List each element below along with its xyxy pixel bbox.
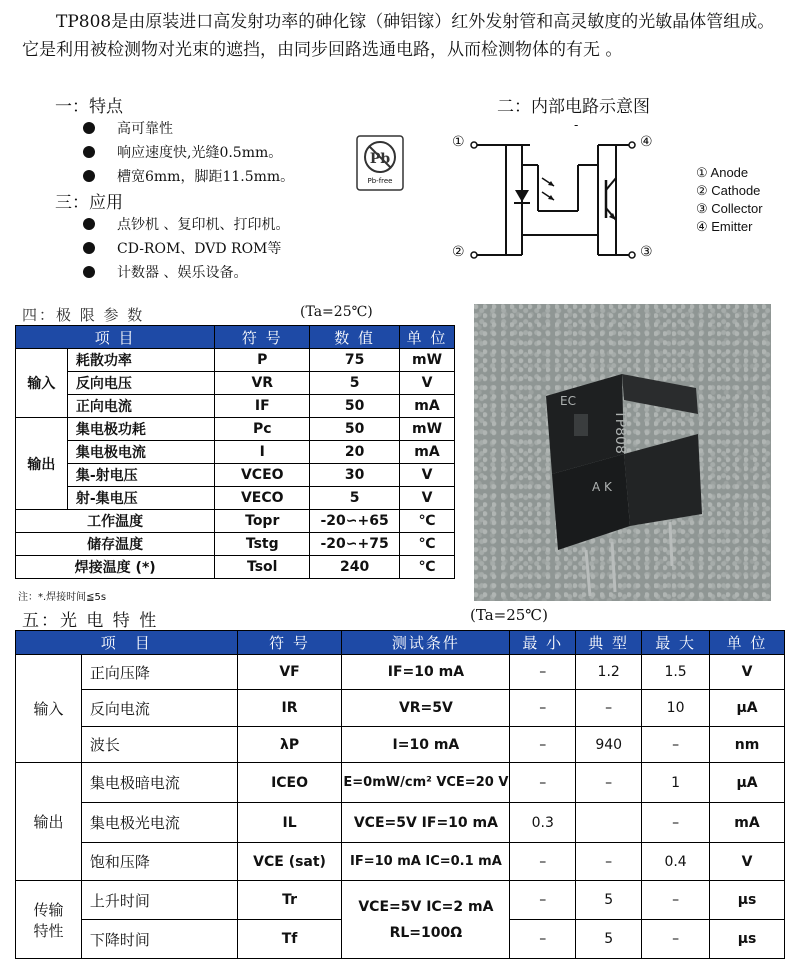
table-row: 正向电流 IF 50 mA <box>16 395 455 418</box>
transfer-condition: VCE=5V IC=2 mA RL=100Ω <box>342 881 510 959</box>
circuit-diagram <box>450 118 690 268</box>
legend-anode: ① Anode <box>696 165 749 180</box>
group-input: 输入 <box>16 655 82 763</box>
photo-label-ak: A K <box>592 480 612 494</box>
table-row: 反向电流 IR VR=5V – – 10 μA <box>16 690 785 727</box>
bullet-icon <box>83 242 95 254</box>
header-max: 最 大 <box>642 631 710 655</box>
table-row: 饱和压降 VCE (sat) IF=10 mA IC=0.1 mA – – 0.4 V <box>16 843 785 881</box>
optical-title: 五：光 电 特 性 <box>22 611 159 631</box>
header-unit: 单 位 <box>400 326 455 349</box>
table-row: 射-集电压 VECO 5 V <box>16 487 455 510</box>
table-row: 工作温度 Topr -20∽+65 ℃ <box>16 510 455 533</box>
limits-condition: (Ta=25℃) <box>300 304 373 320</box>
table-row: 传输 特性 上升时间 Tr VCE=5V IC=2 mA RL=100Ω – 5 – μs <box>16 881 785 920</box>
table-row: 输出 集电极暗电流 ICEO E=0mW/cm² VCE=20 V – – 1 μA <box>16 763 785 803</box>
legend-collector: ③ Collector <box>696 201 763 216</box>
app-item: 点钞机 、复印机、打印机。 <box>83 214 289 234</box>
table-row: 输出 集电极功耗 Pc 50 mW <box>16 418 455 441</box>
header-typ: 典 型 <box>576 631 642 655</box>
header-min: 最 小 <box>510 631 576 655</box>
group-transfer: 传输 特性 <box>16 881 82 959</box>
photo-label-model: TP808 <box>611 410 628 454</box>
optical-table <box>15 630 785 959</box>
pin3-label: ③ <box>640 244 653 260</box>
bullet-icon <box>83 266 95 278</box>
limits-title: 四：极 限 参 数 <box>22 306 145 324</box>
apps-title: 三：应用 <box>55 193 123 213</box>
circuit-title: 二：内部电路示意图 <box>497 97 650 117</box>
app-item: 计数器 、娱乐设备。 <box>83 262 247 282</box>
legend-emitter: ④ Emitter <box>696 219 753 234</box>
table-row: 输入 正向压降 VF IF=10 mA – 1.2 1.5 V <box>16 655 785 690</box>
features-title: 一：特点 <box>55 97 123 117</box>
header-symbol: 符 号 <box>215 326 310 349</box>
table-row: 波长 λP I=10 mA – 940 – nm <box>16 727 785 763</box>
limits-header-row <box>16 326 455 349</box>
bullet-icon <box>83 146 95 158</box>
pin-legend <box>696 164 763 236</box>
header-symbol: 符 号 <box>237 631 342 655</box>
table-row: 集电极电流 I 20 mA <box>16 441 455 464</box>
table-row: 下降时间 Tf – 5 – μs <box>16 920 785 959</box>
group-output: 输出 <box>16 763 82 881</box>
feature-item: 槽宽6mm，脚距11.5mm。 <box>83 166 294 186</box>
group-output: 输出 <box>16 418 68 510</box>
legend-cathode: ② Cathode <box>696 183 761 198</box>
header-condition: 测试条件 <box>342 631 510 655</box>
svg-text:Pb: Pb <box>369 151 391 167</box>
pin2-label: ② <box>452 244 465 260</box>
pin1-label: ① <box>452 134 465 150</box>
table-row: 焊接温度 (*) Tsol 240 ℃ <box>16 556 455 579</box>
table-row: 输入 耗散功率 P 75 mW <box>16 349 455 372</box>
limits-table <box>15 325 455 579</box>
pin4-label: ④ <box>640 134 653 150</box>
table-row: 集-射电压 VCEO 30 V <box>16 464 455 487</box>
feature-item: 响应速度快,光缝0.5mm。 <box>83 142 282 162</box>
bullet-icon <box>83 218 95 230</box>
header-value: 数 值 <box>310 326 400 349</box>
optical-header-row <box>16 631 785 655</box>
header-unit: 单 位 <box>710 631 785 655</box>
pb-free-text: Pb-free <box>367 177 393 185</box>
pb-free-logo <box>356 135 404 191</box>
header-item: 项 目 <box>16 631 238 655</box>
photo-label-ec: EC <box>560 394 576 408</box>
header-item: 项 目 <box>16 326 215 349</box>
group-input: 输入 <box>16 349 68 418</box>
optical-condition: (Ta=25℃) <box>470 606 548 624</box>
bullet-icon <box>83 122 95 134</box>
product-photo <box>474 304 771 601</box>
limits-note: 注：*.焊接时间≦5s <box>18 592 107 603</box>
bullet-icon <box>83 170 95 182</box>
feature-item: 高可靠性 <box>83 118 173 138</box>
dash-mark: - <box>574 118 579 132</box>
app-item: CD-ROM、DVD ROM等 <box>83 238 281 258</box>
intro-paragraph: TP808是由原装进口高发射功率的砷化镓（砷铝镓）红外发射管和高灵敏度的光敏晶体管组成。 它是利用被检测物对光束的遮挡，由同步回路选通电路，从而检测物体的有无 。 <box>22 12 775 60</box>
table-row: 储存温度 Tstg -20∽+75 ℃ <box>16 533 455 556</box>
table-row: 反向电压 VR 5 V <box>16 372 455 395</box>
table-row: 集电极光电流 IL VCE=5V IF=10 mA 0.3 – mA <box>16 803 785 843</box>
